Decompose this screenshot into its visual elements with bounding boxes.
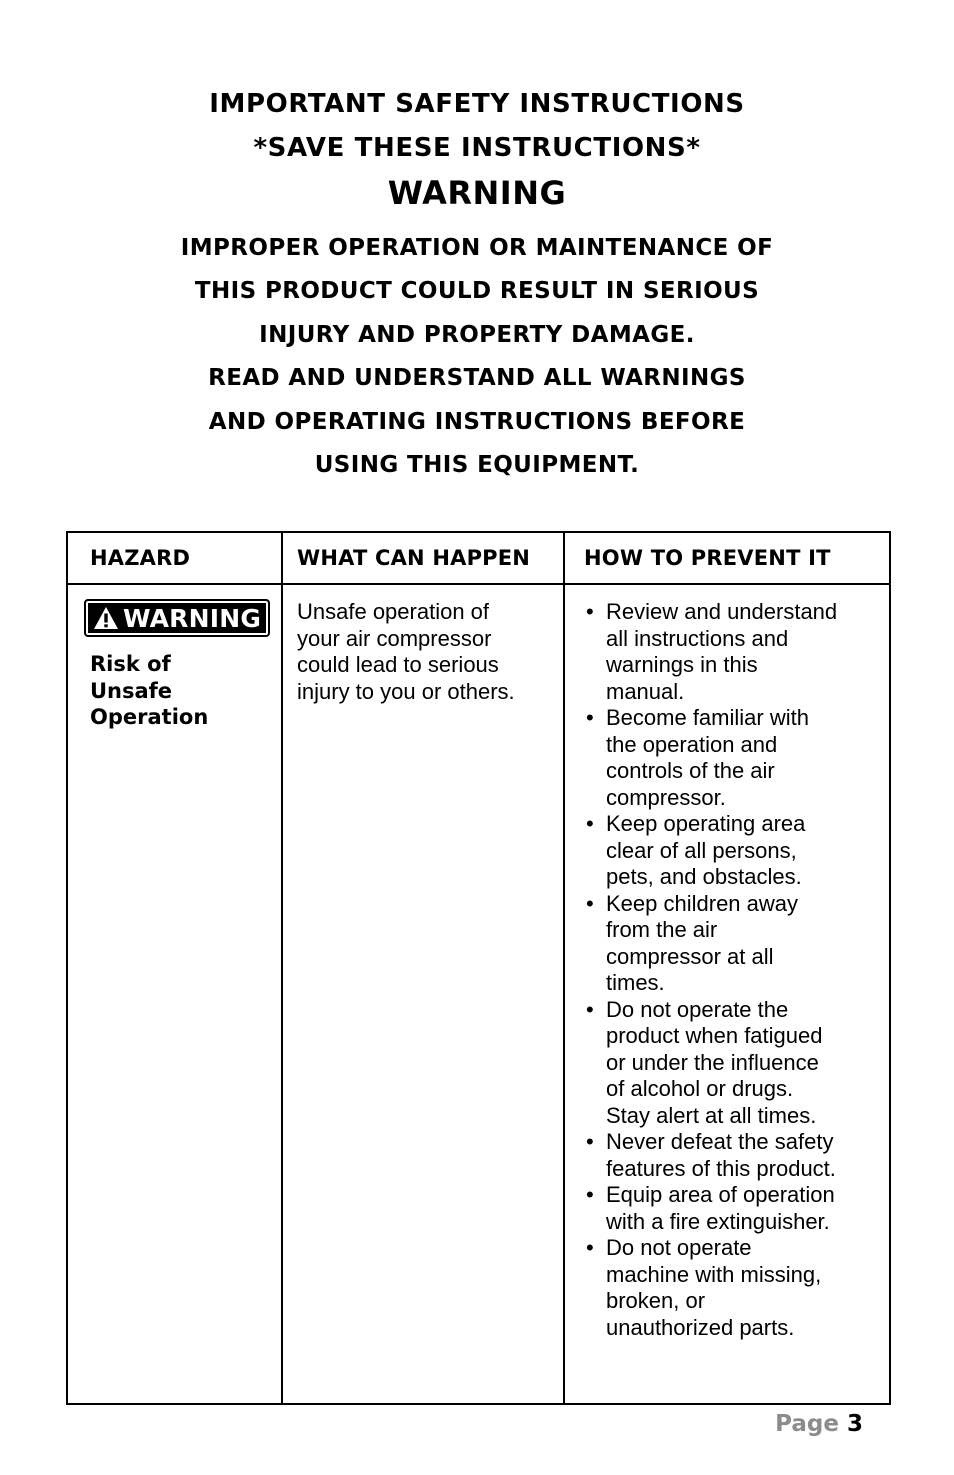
prevention-line: of alcohol or drugs. bbox=[606, 1076, 794, 1101]
prevention-line: Never defeat the safety bbox=[606, 1129, 834, 1154]
warning-statement bbox=[0, 227, 954, 487]
header-how-to-prevent: HOW TO PREVENT IT bbox=[584, 546, 831, 570]
consequence-line: could lead to serious bbox=[297, 652, 499, 677]
what-can-happen-text bbox=[297, 599, 515, 705]
bullet-icon: • bbox=[586, 705, 594, 730]
bullet-icon: • bbox=[586, 890, 594, 916]
page-number: 3 bbox=[846, 1411, 863, 1437]
header-divider bbox=[68, 583, 889, 585]
consequence-line: your air compressor bbox=[297, 625, 492, 651]
column-divider bbox=[563, 533, 565, 1403]
prevention-line: features of this product. bbox=[606, 1155, 836, 1181]
bullet-icon: • bbox=[586, 1235, 594, 1260]
prevention-line: from the air bbox=[606, 917, 718, 942]
column-divider bbox=[281, 533, 283, 1403]
prevention-line: Keep operating area bbox=[606, 811, 806, 836]
prevention-line: warnings in this bbox=[606, 652, 758, 677]
bullet-icon: • bbox=[586, 1182, 594, 1207]
prevention-line: with a fire extinguisher. bbox=[606, 1208, 830, 1234]
prevention-line: product when fatigued bbox=[606, 1023, 823, 1048]
warning-line: READ AND UNDERSTAND ALL WARNINGS bbox=[208, 365, 746, 392]
prevention-line: times. bbox=[606, 970, 665, 995]
prevention-line: Do not operate the bbox=[606, 996, 789, 1022]
warning-badge bbox=[84, 599, 270, 637]
hazard-name-line: Operation bbox=[90, 705, 209, 729]
title-warning: WARNING bbox=[387, 174, 567, 212]
prevention-line: pets, and obstacles. bbox=[606, 864, 802, 889]
warning-line: THIS PRODUCT COULD RESULT IN SERIOUS bbox=[194, 278, 760, 305]
consequence-line: injury to you or others. bbox=[297, 678, 515, 704]
bullet-icon: • bbox=[586, 811, 594, 836]
hazard-name bbox=[90, 651, 208, 731]
bullet-icon: • bbox=[586, 996, 594, 1022]
hazard-name-line: Unsafe bbox=[90, 678, 173, 703]
prevention-item bbox=[584, 599, 884, 705]
prevention-line: Stay alert at all times. bbox=[606, 1102, 817, 1128]
prevention-line: broken, or bbox=[606, 1288, 706, 1313]
title-save-instructions: *SAVE THESE INSTRUCTIONS* bbox=[253, 133, 701, 163]
prevention-line: machine with missing, bbox=[606, 1261, 822, 1287]
prevention-line: clear of all persons, bbox=[606, 837, 797, 863]
prevention-item bbox=[584, 705, 884, 811]
title-block bbox=[0, 82, 954, 216]
warning-triangle-icon bbox=[93, 606, 123, 630]
prevention-line: Review and understand bbox=[606, 599, 838, 624]
hazard-name-line: Risk of bbox=[90, 652, 171, 676]
prevention-line: compressor at all bbox=[606, 943, 774, 969]
prevention-item bbox=[584, 1235, 884, 1341]
prevention-item bbox=[584, 891, 884, 997]
prevention-line: compressor. bbox=[606, 784, 726, 810]
prevention-line: controls of the air bbox=[606, 758, 775, 783]
page-footer bbox=[775, 1411, 863, 1437]
warning-line: INJURY AND PROPERTY DAMAGE. bbox=[259, 321, 695, 348]
prevention-list bbox=[584, 599, 884, 1341]
prevention-item bbox=[584, 1182, 884, 1235]
warning-line: USING THIS EQUIPMENT. bbox=[314, 452, 640, 479]
prevention-line: Become familiar with bbox=[606, 705, 809, 730]
bullet-icon: • bbox=[586, 599, 594, 624]
warning-badge-label: WARNING bbox=[122, 603, 262, 633]
prevention-line: Keep children away bbox=[606, 890, 799, 916]
prevention-line: Equip area of operation bbox=[606, 1182, 835, 1207]
prevention-line: manual. bbox=[606, 678, 685, 704]
prevention-line: unauthorized parts. bbox=[606, 1314, 795, 1340]
page-label: Page bbox=[775, 1411, 839, 1437]
header-what-can-happen: WHAT CAN HAPPEN bbox=[297, 546, 531, 570]
prevention-line: or under the influence bbox=[606, 1049, 819, 1075]
warning-line: IMPROPER OPERATION OR MAINTENANCE OF bbox=[180, 235, 774, 261]
prevention-item bbox=[584, 997, 884, 1130]
header-hazard: HAZARD bbox=[90, 546, 191, 570]
prevention-line: Do not operate bbox=[606, 1235, 752, 1260]
prevention-line: the operation and bbox=[606, 731, 778, 757]
prevention-item bbox=[584, 811, 884, 891]
bullet-icon: • bbox=[586, 1129, 594, 1154]
prevention-line: all instructions and bbox=[606, 625, 789, 651]
title-important-safety: IMPORTANT SAFETY INSTRUCTIONS bbox=[209, 89, 745, 119]
consequence-line: Unsafe operation of bbox=[297, 599, 490, 624]
hazard-table bbox=[66, 531, 891, 1405]
warning-line: AND OPERATING INSTRUCTIONS BEFORE bbox=[208, 408, 746, 435]
prevention-item bbox=[584, 1129, 884, 1182]
